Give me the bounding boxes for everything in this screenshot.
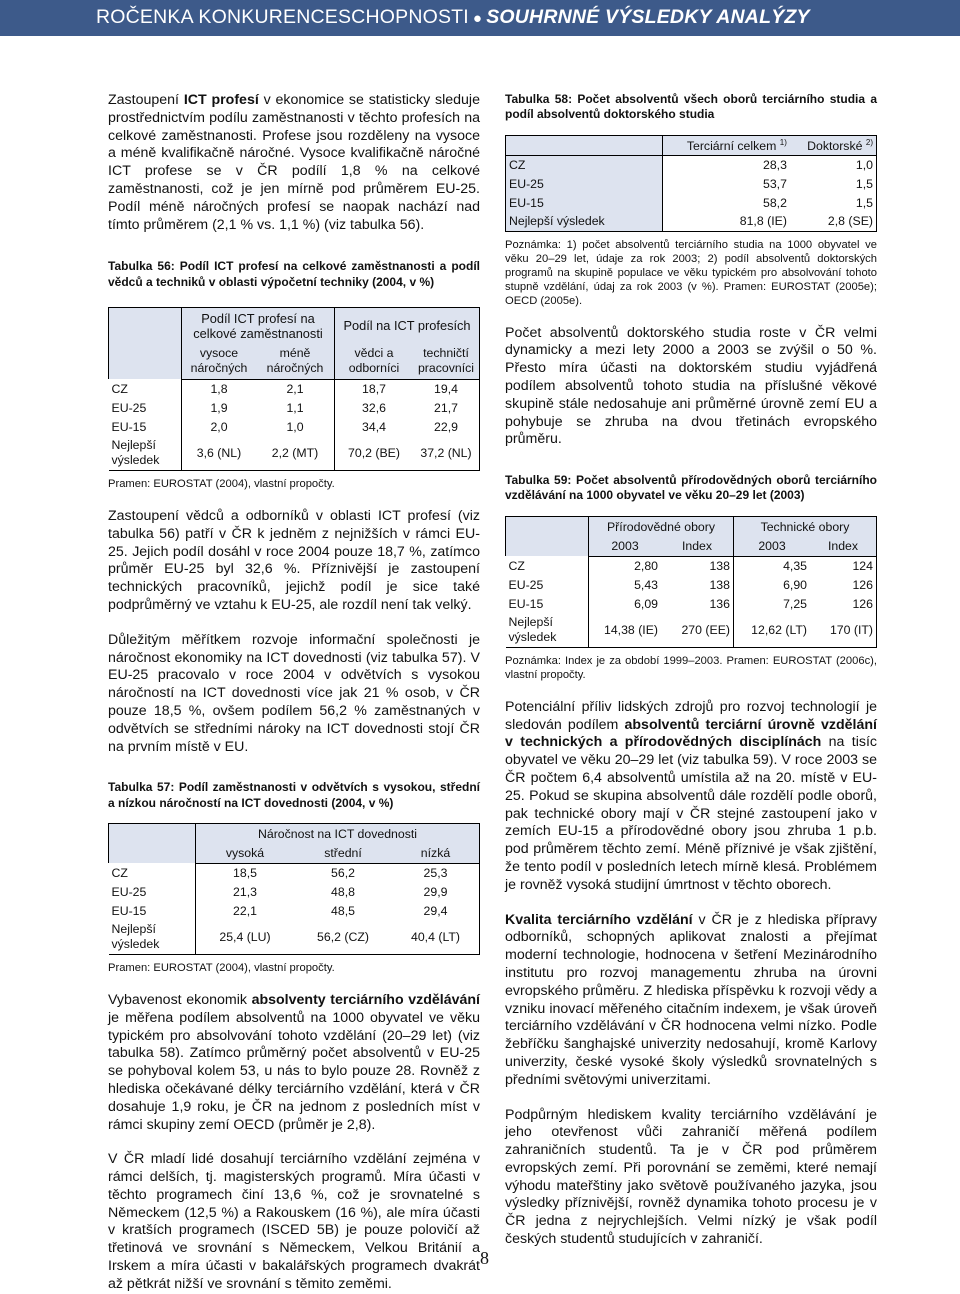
table-57-header: Náročnost na ICT dovednosti <box>196 823 480 843</box>
table-cell: 25,3 <box>392 863 480 882</box>
table-cell: 21,3 <box>196 882 295 901</box>
table-cell: 138 <box>661 556 734 575</box>
text-run: Zastoupení <box>108 92 184 108</box>
table-row <box>506 212 877 231</box>
table-cell: Nejlepší výsledek <box>506 613 589 647</box>
table-58 <box>505 135 877 232</box>
table-cell: 29,4 <box>392 901 480 920</box>
table-cell: 18,5 <box>196 863 295 882</box>
table-cell: 53,7 <box>663 174 790 193</box>
header-bullet: ● <box>472 10 483 27</box>
table-cell: 48,5 <box>331 903 355 918</box>
table-cell: EU-15 <box>111 903 147 918</box>
table-cell: 21,7 <box>413 398 480 417</box>
table-56-subheader: techničtí pracovníci <box>413 343 480 379</box>
table-row <box>506 193 877 212</box>
table-59-note: Poznámka: Index je za období 1999–2003. Pramen: EUROSTAT (2006c), vlastní propočty. <box>505 654 877 681</box>
table-57-subheader: vysoká <box>196 843 295 863</box>
table-cell: EU-25 <box>111 884 147 899</box>
table-cell: 1,9 <box>182 398 257 417</box>
table-row <box>109 882 480 901</box>
table-row <box>506 174 877 193</box>
table-cell: Nejlepší výsledek <box>109 436 182 470</box>
table-cell: 2,1 <box>256 379 335 398</box>
table-row <box>109 901 480 920</box>
table-row <box>109 379 480 398</box>
table-cell: 7,25 <box>783 596 807 611</box>
page-number: 8 <box>480 1248 489 1268</box>
table-56-header: Podíl ICT profesí na celkové zaměstnanosti <box>182 307 335 343</box>
table-58-caption: Tabulka 58: Počet absolventů všech oborů terciárního studia a podíl absolventů doktorského studia <box>505 92 877 122</box>
text-run: v ČR je z hlediska přípravy odborníků, schopných aplikovat znalosti a přejímat moderní technologie, hodnocena v šetření Mezinárodního institutu pro rozvoj managementu zhruba na úrovni evropského průměru. Z hlediska příspěvku k rozvoji vědy a vzniku inovací měřeného citačním indexem, je však úroveň terciárního vzdělávání v ČR hodnocena velmi nízko. Podle žebříčku šanghajské univerzity nedosahují, kromě Karlovy univerzity, české vysoké školy výsledků srovnatelných s předními světovými univerzitami. <box>505 911 877 1088</box>
table-row <box>506 613 877 647</box>
table-cell: 136 <box>661 594 734 613</box>
right-column <box>505 92 877 1249</box>
table-cell: 40,4 (LT) <box>392 920 480 954</box>
paragraph-young-people: V ČR mladí lidé dosahují terciárního vzdělání zejména v rámci delších, tj. magisterských programů. Míra účasti v těchto programech činí 13,6 %, což je srovnatelné s Německem (12,5 %) a Rakouskem (16 %), ale míra účasti v kratších programech (ISCED 5B) je pouze polovičí až třetinová ve srovnání s Německem, Velkou Británií a Irskem a míra účasti v bakalářských programech dvakrát až pětkrát nižší ve srovnání s těmito zeměmi. <box>108 1151 480 1292</box>
paragraph-openness: Podpůrným hlediskem kvality terciárního vzdělávání je jeho otevřenost vůči zahraničí měřená podílem zahraničních studentů. Ta je v ČR pod průměrem evropských zemí. Při porovnání se zeměmi, které nemají výhodu mateřštiny jako světově používaného jazyka, jsou výsledky příznivější, rovněž dynamika tohoto procesu je v ČR jedna z nejrychlejších. Velmi nízký je však podíl českých studentů studujících v zahraničí. <box>505 1106 877 1248</box>
table-cell: 37,2 (NL) <box>413 436 480 470</box>
table-58-header <box>663 135 790 155</box>
table-row <box>109 920 480 954</box>
table-59-subheader: 2003 <box>589 536 662 556</box>
table-58-header <box>790 135 877 155</box>
header-text: Doktorské <box>807 138 863 153</box>
table-cell: 25,4 (LU) <box>196 920 295 954</box>
table-59-header: Technické obory <box>734 516 877 536</box>
table-cell: 12,62 (LT) <box>734 613 811 647</box>
table-59-subheader: Index <box>661 536 734 556</box>
table-cell: 4,35 <box>783 559 807 574</box>
page-header <box>0 0 960 36</box>
table-cell: EU-15 <box>506 193 663 212</box>
table-57-subheader: nízká <box>392 843 480 863</box>
paragraph-tertiary-quality <box>505 912 877 1090</box>
table-cell: 70,2 (BE) <box>335 436 414 470</box>
table-cell: CZ <box>508 558 525 573</box>
table-cell: 2,80 <box>589 556 662 575</box>
table-cell: EU-15 <box>508 596 544 611</box>
text-run-bold: ICT profesí <box>183 92 259 108</box>
table-cell: 48,8 <box>331 884 355 899</box>
table-row <box>506 556 877 575</box>
table-cell: 32,6 <box>362 400 386 415</box>
table-56-header: Podíl na ICT profesích <box>335 307 480 343</box>
header-left: ROČENKA KONKURENCESCHOPNOSTI <box>96 6 469 28</box>
table-cell: 22,1 <box>196 901 295 920</box>
table-56-subheader: méně náročných <box>256 343 335 379</box>
table-cell: 56,2 <box>331 866 355 881</box>
paragraph-tertiary-graduates <box>108 992 480 1134</box>
table-56-subheader: vysoce náročných <box>182 343 257 379</box>
table-cell: 126 <box>810 594 877 613</box>
table-57-caption: Tabulka 57: Podíl zaměstnanosti v odvětvích s vysokou, střední a nízkou náročností na ICT dovednosti (2004, v %) <box>108 780 480 810</box>
table-59-corner <box>506 516 589 556</box>
table-cell: EU-25 <box>111 400 147 415</box>
table-cell: 1,5 <box>790 174 877 193</box>
table-cell: 170 (IT) <box>810 613 877 647</box>
table-cell: 1,0 <box>256 417 335 436</box>
table-58-note: Poznámka: 1) počet absolventů terciárního studia na 1000 obyvatel ve věku 20–29 let, údaje za rok 2003; 2) podíl absolventů doktorských programů na skupině populace ve věku typickém pro absolvování tohoto stupně vzdělání, údaj za rok 2003 (v %). Pramen: EUROSTAT (2005e); OECD (2005e). <box>505 238 877 307</box>
table-cell: 6,09 <box>589 594 662 613</box>
text-run: v ekonomice se statisticky sleduje prostřednictvím podílu zaměstnanosti v těchto profesích na celkové zaměstnanosti. Profese jsou rozděleny na vysoce a méně kvalifikačně náročné. Vysoce kvalifikačně náročné ICT profese se v ČR podílí 1,8 % na celkové zaměstnanosti, což je jen mírně pod průměrem EU-25. Podíl méně náročných profesí se naopak nachází nad tímto průměrem (2,1 % vs. 1,1 %) (viz tabulka 56). <box>108 92 480 233</box>
table-cell: 18,7 <box>362 382 386 397</box>
paragraph-ict-professions <box>108 92 480 234</box>
header-right: SOUHRNNÉ VÝSLEDKY ANALÝZY <box>486 6 810 28</box>
table-cell: 1,8 <box>182 379 257 398</box>
paragraph-human-resources <box>505 699 877 895</box>
table-cell: 29,9 <box>392 882 480 901</box>
table-cell: 58,2 <box>663 193 790 212</box>
table-cell: CZ <box>111 865 128 880</box>
text-run-bold: Kvalita terciárního vzdělání <box>505 911 693 928</box>
table-cell: 1,0 <box>790 155 877 174</box>
text-run: Potenciální příliv lidských zdrojů pro rozvoj technologií je sledován podílem <box>505 698 877 733</box>
paragraph-doctoral: Počet absolventů doktorského studia roste v ČR velmi dynamicky a mezi lety 2000 a 2003 se zvýšil o 50 %. Přesto míra účasti na doktorském studiu vyjádřená podílem absolventů tohoto studia na příslušné věkové skupině stále nedosahuje ani průměrné úrovně zemí EU a pohybuje se zhruba na dvou třetinách evropského průměru. <box>505 324 877 448</box>
table-row <box>109 398 480 417</box>
table-cell: 14,38 (IE) <box>589 613 662 647</box>
table-59-caption: Tabulka 59: Počet absolventů přírodovědných oborů terciárního vzdělávání na 1000 obyvatel ve věku 20–29 let (2003) <box>505 473 877 503</box>
table-56-source: Pramen: EUROSTAT (2004), vlastní propočty. <box>108 477 335 490</box>
table-59 <box>505 516 877 648</box>
table-cell: Nejlepší výsledek <box>506 212 663 231</box>
table-row <box>109 863 480 882</box>
table-cell: 6,90 <box>783 577 807 592</box>
table-cell: 1,1 <box>256 398 335 417</box>
table-cell: 138 <box>661 575 734 594</box>
footnote-mark: 2) <box>865 137 873 147</box>
table-row <box>506 594 877 613</box>
table-cell: 56,2 (CZ) <box>294 920 392 954</box>
table-cell: 2,8 (SE) <box>790 212 877 231</box>
table-56-caption: Tabulka 56: Podíl ICT profesí na celkové zaměstnanosti a podíl vědců a techniků v oblasti výpočetní techniky (2004, v %) <box>108 259 480 289</box>
table-row <box>506 575 877 594</box>
table-56 <box>108 307 480 471</box>
footnote-mark: 1) <box>779 137 787 147</box>
table-57-subheader: střední <box>294 843 392 863</box>
table-cell: 2,0 <box>182 417 257 436</box>
table-cell: 19,4 <box>413 379 480 398</box>
table-cell: 2,2 (MT) <box>256 436 335 470</box>
table-cell: 3,6 (NL) <box>182 436 257 470</box>
text-run: Vybavenost ekonomik <box>108 991 252 1008</box>
table-cell: 126 <box>810 575 877 594</box>
table-row <box>506 155 877 174</box>
text-run: na tisíc obyvatel ve věku 20–29 let (viz tabulka 59). V roce 2003 se ČR počtem 6,4 absolventů umístila až na 20. místě v EU-25. Pokud se skupina absolventů dále rozdělí podle oborů, pak technické obory mají v ČR stejné zastoupení jako v zemích EU-15 a přírodovědné obory jsou zhruba 1 p.b. pod průměrem těchto zemí. Méně příznivé je však zjištění, že tento podíl v posledních letech mírně klesá. Problémem je rovněž vysoká studijní úmrtnost v těchto oborech. <box>505 734 877 893</box>
header-text: Terciární celkem <box>686 138 777 153</box>
table-57-corner <box>109 823 196 863</box>
table-cell: 28,3 <box>663 155 790 174</box>
table-56-corner <box>109 307 182 379</box>
table-cell: 22,9 <box>413 417 480 436</box>
table-cell: EU-15 <box>111 419 147 434</box>
table-cell: EU-25 <box>506 174 663 193</box>
paragraph-ict-skills: Důležitým měřítkem rozvoje informační společnosti je náročnost ekonomiky na ICT dovednosti (viz tabulka 57). V EU-25 pracovalo v roce 2004 v odvětvích s vysokou náročností na ICT dovednosti více jak 21 % osob, v ČR pouze 18,5 %, ovšem podílem 56,2 % zaměstnaných v odvětvích se středními nároky na ICT dovednosti stojí ČR na prvním místě v EU. <box>108 631 480 755</box>
table-59-subheader: 2003 <box>734 536 811 556</box>
table-58-corner <box>506 135 663 155</box>
table-cell: 34,4 <box>362 419 386 434</box>
paragraph-ict-scientists: Zastoupení vědců a odborníků v oblasti ICT profesí (viz tabulka 56) patří v ČR k jedněm z nejnižších v rámci EU-25. Jejich podíl dosáhl v roce 2004 pouze 18,7 %, zatímco průměr EU-25 byl 32,6 %. Příznivější je zastoupení technických pracovníků, jejichž podíl je sice také podprůměrný ve vztahu k EU-25, ale rozdíl není tak velký. <box>108 507 480 613</box>
table-59-header: Přírodovědné obory <box>589 516 734 536</box>
table-57-source: Pramen: EUROSTAT (2004), vlastní propočty. <box>108 961 335 974</box>
table-57 <box>108 823 480 955</box>
header-title <box>96 6 810 29</box>
left-column <box>108 92 480 1294</box>
table-cell: 81,8 (IE) <box>663 212 790 231</box>
table-56-subheader: vědci a odborníci <box>335 343 414 379</box>
text-run-bold: absolventy terciárního vzdělávání <box>251 991 480 1008</box>
table-cell: 5,43 <box>589 575 662 594</box>
table-cell: CZ <box>111 381 128 396</box>
table-row <box>109 417 480 436</box>
table-row <box>109 436 480 470</box>
table-cell: EU-25 <box>508 577 544 592</box>
table-59-subheader: Index <box>810 536 877 556</box>
text-run-bold: absolventů terciární úrovně vzdělání v technických a přírodovědných disciplínách <box>505 716 877 751</box>
table-cell: CZ <box>506 155 663 174</box>
table-cell: 1,5 <box>790 193 877 212</box>
table-cell: 270 (EE) <box>661 613 734 647</box>
table-cell: Nejlepší výsledek <box>109 920 196 954</box>
text-run: je měřena podílem absolventů na 1000 obyvatel ve věku typickém pro absolvování tohoto vzdělání (20–29 let) (viz tabulka 58). Zatímco průměrný počet absolventů v EU-25 se pohyboval kolem 53, u nás to bylo pouze 28. Rovněž z hlediska očekávané délky terciárního vzdělání, která v ČR dosahuje 1,9 roku, je ČR na jednom z posledních míst v rámci skupiny zemí OECD (průměr je 2,8). <box>108 1009 480 1133</box>
table-cell: 124 <box>810 556 877 575</box>
